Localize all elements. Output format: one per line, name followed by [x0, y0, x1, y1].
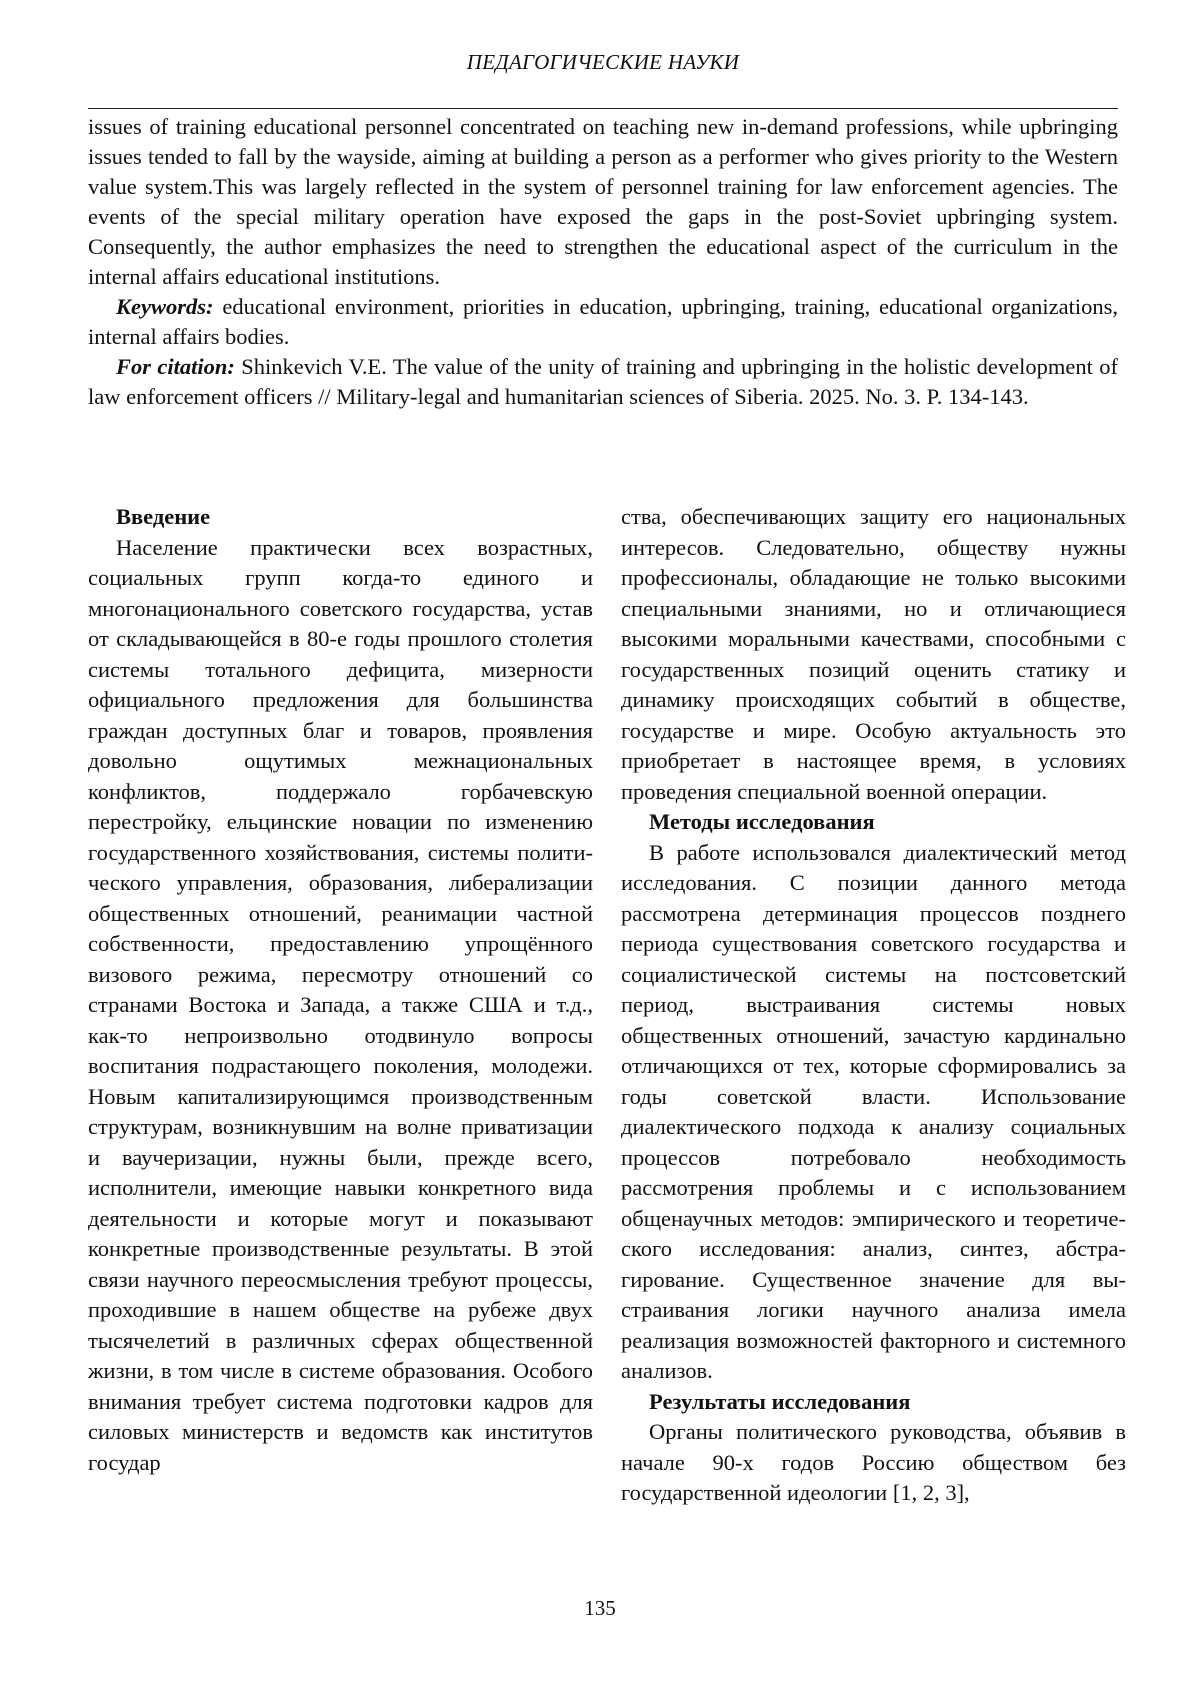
- abstract-text: issues of training educational personnel concentrated on teaching new in-demand professions, while upbringing issues tended to fall by the wayside, aiming at building a person as a performer who gives priority to the Western value system.This was largely reflected in the system of personnel training for law enforcement agencies. The events of the special military operation have exposed the gaps in the post-Soviet upbringing system. Consequently, the author emphasizes the need to strengthen the educational aspect of the curriculum in the internal affairs educational institutions.: [88, 114, 1118, 289]
- results-heading: Результаты исследования: [649, 1388, 911, 1414]
- results-paragraph: Органы политического руководства, объявив в начале 90-х годов Россию обществом без государственной идеологии [1, 2, 3],: [621, 1419, 1126, 1505]
- citation-label: For citation:: [116, 354, 235, 379]
- intro-continued-paragraph: ства, обеспечивающих защиту его национальных интересов. Следовательно, обществу нужны профессионалы, обладающие не только высокими специальными знаниями, но и отличающиеся высокими моральными качествами, способными с государственных позиций оценить статику и динамику происходящих событий в обществе, государстве и мире. Особую актуальность это приобретает в настоящее время, в условиях проведения специальной военной операции.: [621, 504, 1126, 804]
- left-column: [88, 502, 593, 1478]
- methods-heading: Методы исследования: [649, 809, 875, 834]
- keywords-paragraph: [88, 292, 1118, 352]
- header-rule: [88, 108, 1118, 109]
- abstract-block: [88, 112, 1118, 412]
- citation-text: Shinkevich V.E. The value of the unity of training and upbringing in the holistic development of law enforcement officers // Military-legal and humanitarian sciences of Siberia. 2025. No. 3. P. 134-143.: [88, 354, 1118, 409]
- intro-heading: Введение: [116, 504, 211, 529]
- running-title: ПЕДАГОГИЧЕСКИЕ НАУКИ: [466, 50, 740, 74]
- keywords-label: Keywords:: [116, 294, 214, 319]
- keywords-text: educational environment, priorities in education, upbringing, training, educational organizations, internal affairs bodies.: [88, 294, 1118, 349]
- page-number: 135: [584, 1596, 616, 1620]
- right-column: [621, 502, 1126, 1509]
- citation-paragraph: [88, 352, 1118, 412]
- intro-paragraph: Население практически всех возрастных, социальных групп когда-то единого и многонационального советского государства, устав от складывающейся в 80-е годы прошлого столетия системы тотального дефицита, мизерности официального предложения для большинства граждан доступных благ и товаров, проявления довольно ощутимых межнациональных конфликтов, поддержало горбачевскую перестройку, ельцинские новации по изменению государственного хозяйствования, системы политического управления, образования, либерализации общественных отношений, реанимации частной собственности, предоставлению упрощённого визового режима, пересмотру отношений со странами Востока и Запада, а также США и т.д., как-то непроизвольно отодвинуло вопросы воспитания подрастающего поколения, молодежи. Новым капитализирующимся производственным структурам, возникнувшим на волне приватизации и ваучеризации, нужны были, прежде всего, исполнители, имеющие навыки конкретного вида деятельности и которые могут и показывают конкретные производственные результаты. В этой связи научного переосмысления требуют процессы, проходившие в нашем обществе на рубеже двух тысячелетий в различных сферах общественной жизни, в том числе в системе образования. Особого внимания требует система подготовки кадров для силовых министерств и ведомств как институтов государ: [88, 534, 593, 1475]
- methods-paragraph: В работе использовался диалектический метод исследования. С позиции данного метода рассмотрена детерминация процессов позднего периода существования советского государства и социалистической системы на постсоветский период, выстраивания системы новых общественных отношений, зачастую кардинально отличающихся от тех, которые сформировались за годы советской власти. Использование диалектического подхода к анализу социальных процессов потребовало необходимость рассмотрения проблемы и с использованием общенаучных методов: эмпирического и теоретического исследования: анализ, синтез, абстрагирование. Существенное значение для выстраивания логики научного анализа имела реализация возможностей факторного и системного анализов.: [621, 839, 1126, 1383]
